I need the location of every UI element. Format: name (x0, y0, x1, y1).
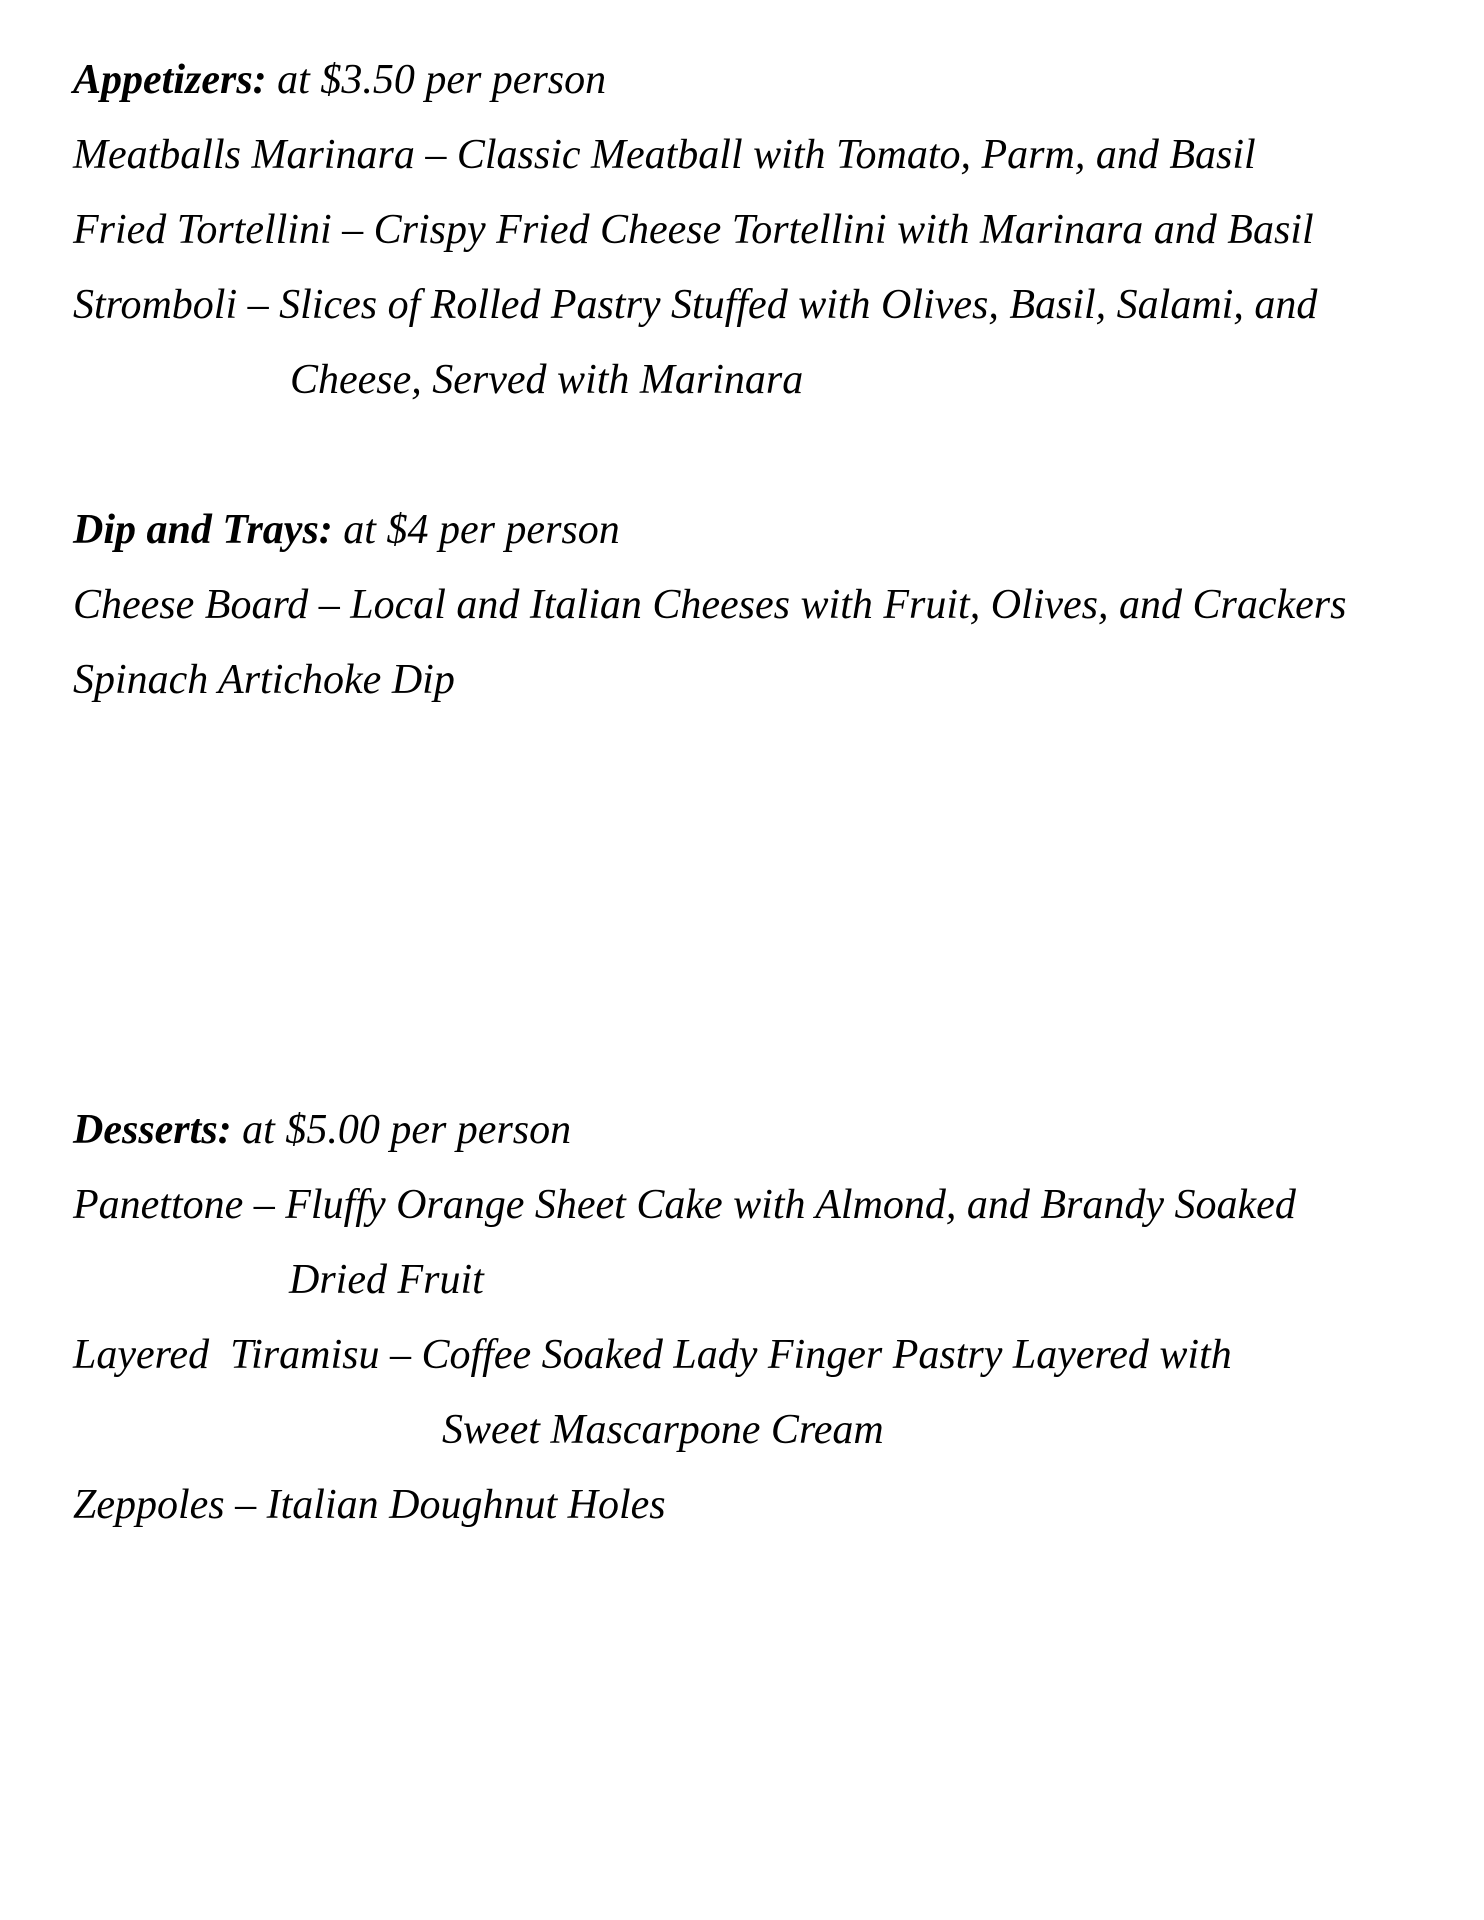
menu-item-spinach-dip: Spinach Artichoke Dip (73, 657, 455, 703)
menu-item-tiramisu-continued: Sweet Mascarpone Cream (442, 1407, 884, 1453)
menu-item-panettone: Panettone – Fluffy Orange Sheet Cake with Almond, and Brandy Soaked (73, 1182, 1296, 1228)
menu-item-stromboli-continued: Cheese, Served with Marinara (290, 357, 804, 403)
desserts-heading-label: Desserts: (73, 1107, 232, 1153)
menu-item-tiramisu: Layered Tiramisu – Coffee Soaked Lady Finger Pastry Layered with (73, 1332, 1232, 1378)
appetizers-heading (73, 56, 606, 104)
dips-price: at $4 per person (332, 507, 620, 553)
desserts-price: at $5.00 per person (231, 1107, 572, 1153)
appetizers-heading-label: Appetizers: (73, 57, 267, 103)
menu-item-meatballs: Meatballs Marinara – Classic Meatball with Tomato, Parm, and Basil (73, 132, 1256, 178)
menu-item-panettone-continued: Dried Fruit (289, 1257, 484, 1303)
menu-item-fried-tortellini: Fried Tortellini – Crispy Fried Cheese Tortellini with Marinara and Basil (73, 207, 1314, 253)
dips-heading-label: Dip and Trays: (73, 507, 333, 553)
menu-item-stromboli: Stromboli – Slices of Rolled Pastry Stuffed with Olives, Basil, Salami, and (73, 282, 1318, 328)
appetizers-price: at $3.50 per person (266, 57, 607, 103)
dips-heading (73, 506, 620, 554)
menu-item-cheese-board: Cheese Board – Local and Italian Cheeses with Fruit, Olives, and Crackers (73, 582, 1347, 628)
desserts-heading (73, 1106, 571, 1154)
menu-item-zeppoles: Zeppoles – Italian Doughnut Holes (73, 1482, 666, 1528)
